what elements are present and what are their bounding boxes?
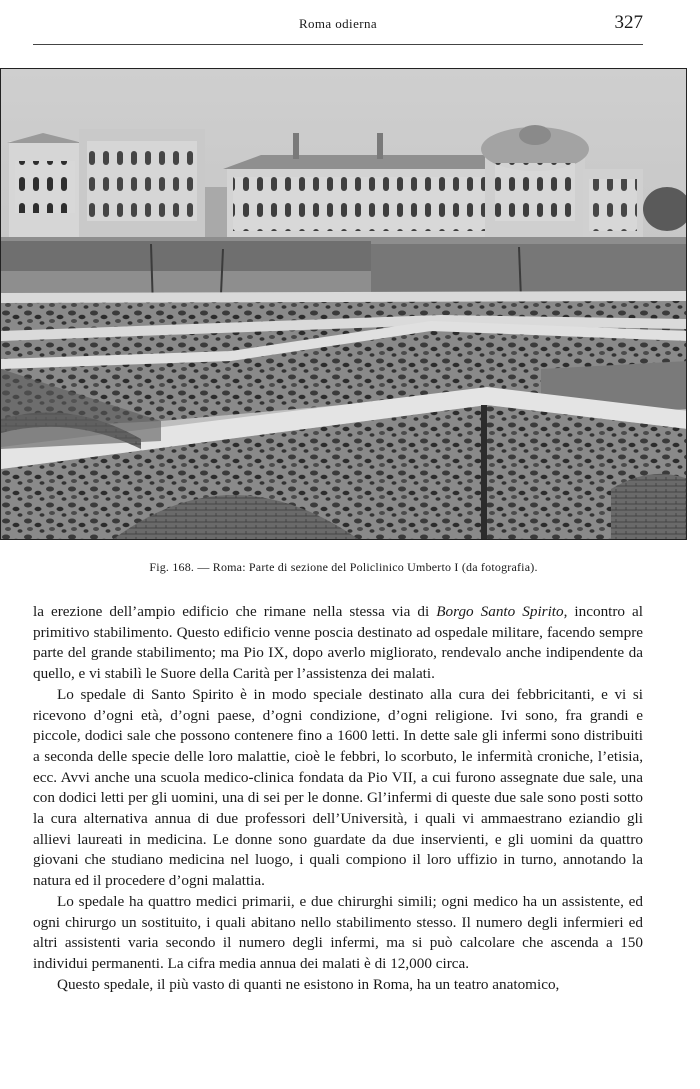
body-text [33, 602, 643, 995]
paragraph-1 [33, 602, 643, 685]
paragraph-2: Lo spedale di Santo Spirito è in modo speciale destinato alla cura dei febbricitanti, e vi si ricevono d’ogni età, d’ogni paese, d’ogni condizione, d’ogni religione. Ivi sono, fra grandi e piccole, dodici sale che possono contenere fino a 1600 letti. In dette sale gli infermi sono distribuiti a seconda delle specie delle loro malattie, cioè le febbri, lo scorbuto, le infermità croniche, l’etisia, ecc. Avvi anche una scuola medico-clinica fondata da Pio VII, a cui furono assegnate due sale, una con dodici letti per gli uomini, una di sei per le donne. Gl’infermi di queste due sale sono posti sotto la cura alternativa annua di due professori dell’Università, i quali vi ammaestrano eziandio gli allievi laureati in medicina. Le donne sono guardate da due inservienti, e gli uomini da quattro giovani che studiano medicina nel luogo, i quali compiono il loro uffizio in turno, annotando la natura ed il procedere d’ogni malattia. [33, 685, 643, 890]
paragraph-4: Questo spedale, il più vasto di quanti ne esistono in Roma, ha un teatro anatomico, [57, 975, 560, 993]
paragraph-1-text-a: la erezione dell’ampio edificio che rimane nella stessa via di [33, 603, 437, 620]
page-number: 327 [614, 12, 643, 33]
running-title: Roma odierna [298, 16, 378, 31]
figure-photograph [0, 68, 687, 540]
header-rule [33, 44, 643, 45]
photograph-icon [1, 69, 687, 540]
street-name: Borgo Santo Spirito [436, 603, 564, 620]
page-header [33, 12, 643, 42]
paragraph-3: Lo spedale ha quattro medici primarii, e due chirurghi simili; ogni medico ha un assistente, ed ogni chirurgo un sostituito, i quali abitano nello stabilimento stesso. Il numero degli infermieri ed altri assistenti varia secondo il numero degli infermi, ma si può calcolare che ascenda a 150 individui permanenti. La cifra media annua dei malati è di 12,000 circa. [33, 892, 643, 972]
figure-caption: Fig. 168. — Roma: Parte di sezione del Policlinico Umberto I (da fotografia). [149, 560, 538, 574]
paragraph-1-text-b: , incontro al primitivo stabilimento. Questo edificio venne poscia destinato ad ospedale militare, facendo sempre parte del grande stabilimento; ma Pio IX, dopo averlo migliorato, rendevalo anche indipendente da quello, e vi stabilì le Suore della Carità per l’assistenza dei malati. [33, 603, 643, 683]
